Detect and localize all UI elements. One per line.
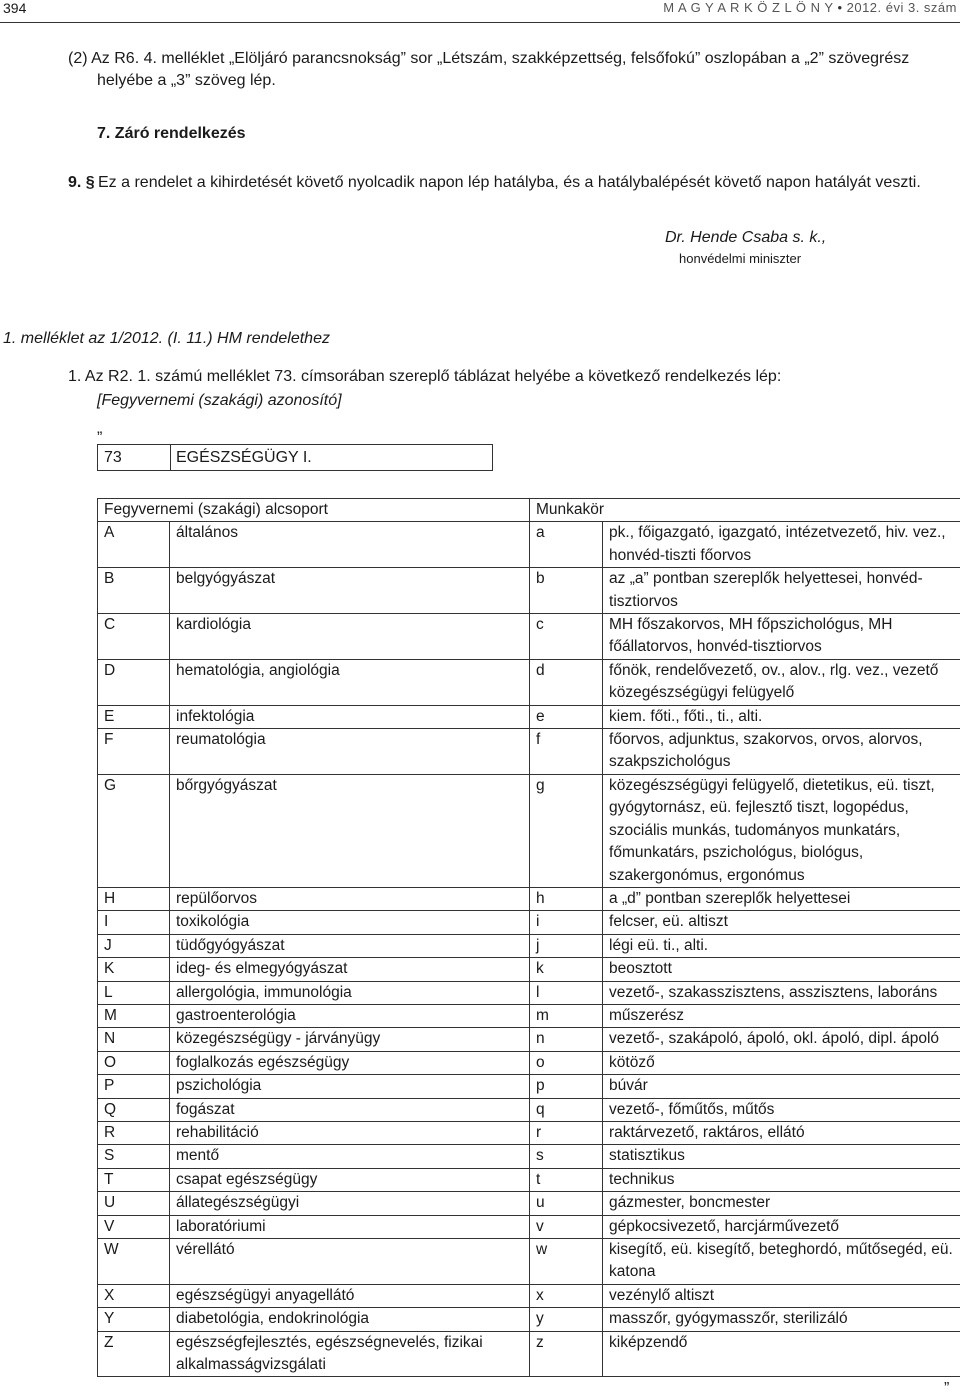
subgroup-code: Y: [98, 1308, 170, 1331]
table-row: [98, 958, 960, 981]
table-row: [98, 705, 960, 728]
subgroup-code: E: [98, 705, 170, 728]
position-code: v: [530, 1215, 603, 1238]
position-name: raktárvezető, raktáros, ellátó: [603, 1121, 960, 1144]
subgroup-name: tüdőgyógyászat: [170, 934, 530, 957]
subgroup-name: csapat egészségügy: [170, 1168, 530, 1191]
subgroup-name: diabetológia, endokrinológia: [170, 1308, 530, 1331]
page-header: [0, 0, 960, 22]
position-code: f: [530, 729, 603, 775]
subgroup-name: kardiológia: [170, 614, 530, 660]
table-row: [98, 1284, 960, 1307]
section-7-heading: 7. Záró rendelkezés: [97, 125, 246, 142]
position-code: w: [530, 1239, 603, 1285]
subgroup-name: általános: [170, 522, 530, 568]
position-code: h: [530, 887, 603, 910]
table-row: [98, 659, 960, 705]
position-name: kiem. főti., főti., ti., alti.: [603, 705, 960, 728]
position-name: az „a” pontban szereplők helyettesei, honvéd-tisztiorvos: [603, 568, 960, 614]
table-row: [98, 1215, 960, 1238]
table-row: [98, 1004, 960, 1027]
paragraph-2-line2: helyébe a „3” szöveg lép.: [97, 72, 276, 89]
position-code: x: [530, 1284, 603, 1307]
subgroup-name: fogászat: [170, 1098, 530, 1121]
code-box-name: EGÉSZSÉGÜGY I.: [176, 449, 312, 466]
signature-title: honvédelmi miniszter: [679, 251, 802, 266]
subgroup-table: [97, 498, 960, 1377]
subgroup-code: A: [98, 522, 170, 568]
annex-subheading: [Fegyvernemi (szakági) azonosító]: [97, 392, 342, 409]
position-code: q: [530, 1098, 603, 1121]
subgroup-code: F: [98, 729, 170, 775]
section-9: [68, 172, 95, 194]
table-row: [98, 774, 960, 887]
position-name: vezető-, főműtős, műtős: [603, 1098, 960, 1121]
subgroup-code: B: [98, 568, 170, 614]
code-box-number: 73: [104, 449, 122, 466]
position-code: b: [530, 568, 603, 614]
section-sign: §: [85, 174, 95, 191]
subgroup-name: laboratóriumi: [170, 1215, 530, 1238]
subgroup-code: S: [98, 1145, 170, 1168]
subgroup-code: K: [98, 958, 170, 981]
subgroup-code: R: [98, 1121, 170, 1144]
subgroup-name: hematológia, angiológia: [170, 659, 530, 705]
table-row: [98, 934, 960, 957]
table-row: [98, 1192, 960, 1215]
position-name: vezető-, szakápoló, ápoló, okl. ápoló, dipl. ápoló: [603, 1028, 960, 1051]
subgroup-code: H: [98, 887, 170, 910]
subgroup-code: G: [98, 774, 170, 887]
position-code: z: [530, 1331, 603, 1377]
subgroup-code: O: [98, 1051, 170, 1074]
position-code: i: [530, 911, 603, 934]
table-row: [98, 729, 960, 775]
position-name: főnök, rendelővezető, ov., alov., rlg. vez., vezető közegészségügyi felügyelő: [603, 659, 960, 705]
position-name: statisztikus: [603, 1145, 960, 1168]
subgroup-code: T: [98, 1168, 170, 1191]
subgroup-name: reumatológia: [170, 729, 530, 775]
subgroup-code: L: [98, 981, 170, 1004]
col2-header: Munkakör: [530, 499, 960, 522]
position-code: u: [530, 1192, 603, 1215]
subgroup-code: M: [98, 1004, 170, 1027]
table-row: [98, 981, 960, 1004]
position-code: g: [530, 774, 603, 887]
code-box: [97, 444, 493, 471]
signature-name: Dr. Hende Csaba s. k.,: [665, 229, 827, 246]
table-row: [98, 614, 960, 660]
subgroup-code: Q: [98, 1098, 170, 1121]
subgroup-code: N: [98, 1028, 170, 1051]
position-code: d: [530, 659, 603, 705]
page-number: 394: [3, 0, 27, 16]
table-row: [98, 1308, 960, 1331]
position-name: a „d” pontban szereplők helyettesei: [603, 887, 960, 910]
close-quote: ”: [944, 1380, 950, 1397]
subgroup-code: Z: [98, 1331, 170, 1377]
position-name: felcser, eü. altiszt: [603, 911, 960, 934]
subgroup-code: U: [98, 1192, 170, 1215]
table-row: [98, 1168, 960, 1191]
subgroup-code: C: [98, 614, 170, 660]
position-name: beosztott: [603, 958, 960, 981]
subgroup-code: D: [98, 659, 170, 705]
open-quote: „: [97, 420, 103, 437]
position-name: műszerész: [603, 1004, 960, 1027]
subgroup-name: bőrgyógyászat: [170, 774, 530, 887]
paragraph-2-line1: (2) Az R6. 4. melléklet „Elöljáró parancsnokság” sor „Létszám, szakképzettség, felsőfokú” oszlopában a „2” szövegrész: [68, 50, 910, 67]
table-row: [98, 522, 960, 568]
position-code: n: [530, 1028, 603, 1051]
position-code: y: [530, 1308, 603, 1331]
subgroup-name: infektológia: [170, 705, 530, 728]
subgroup-name: állategészségügyi: [170, 1192, 530, 1215]
position-name: technikus: [603, 1168, 960, 1191]
subgroup-name: pszichológia: [170, 1075, 530, 1098]
table-row: [98, 1051, 960, 1074]
position-code: t: [530, 1168, 603, 1191]
position-code: s: [530, 1145, 603, 1168]
header-rule: [0, 22, 960, 23]
position-code: l: [530, 981, 603, 1004]
position-name: kiképzendő: [603, 1331, 960, 1377]
annex-title: 1. melléklet az 1/2012. (I. 11.) HM rendelethez: [3, 330, 330, 347]
annex-item: 1. Az R2. 1. számú melléklet 73. címsorában szereplő táblázat helyébe a következő rendelkezés lép:: [68, 368, 782, 385]
table-row: [98, 1121, 960, 1144]
table-row: [98, 887, 960, 910]
subgroup-name: repülőorvos: [170, 887, 530, 910]
subgroup-name: gastroenterológia: [170, 1004, 530, 1027]
position-code: j: [530, 934, 603, 957]
table-row: [98, 568, 960, 614]
subgroup-name: foglalkozás egészségügy: [170, 1051, 530, 1074]
position-name: kötöző: [603, 1051, 960, 1074]
table-row: [98, 1331, 960, 1377]
position-name: közegészségügyi felügyelő, dietetikus, eü. tiszt, gyógytornász, eü. fejlesztő tiszt, logopédus, szociális munkás, tudományos munkatárs, főmunkatárs, pszichológus, biológus, szakergonómus, ergonómus: [603, 774, 960, 887]
subgroup-name: egészségügyi anyagellátó: [170, 1284, 530, 1307]
position-name: vezénylő altiszt: [603, 1284, 960, 1307]
subgroup-code: P: [98, 1075, 170, 1098]
section-9-text: Ez a rendelet a kihirdetését követő nyolcadik napon lép hatályba, és a hatálybalépését követő napon hatályát veszti.: [98, 174, 921, 191]
position-name: gépkocsivezető, harcjárművezető: [603, 1215, 960, 1238]
journal-info: [663, 0, 957, 15]
subgroup-name: allergológia, immunológia: [170, 981, 530, 1004]
subgroup-code: V: [98, 1215, 170, 1238]
subgroup-name: vérellátó: [170, 1239, 530, 1285]
position-name: búvár: [603, 1075, 960, 1098]
subgroup-name: mentő: [170, 1145, 530, 1168]
table-row: [98, 911, 960, 934]
position-name: masszőr, gyógymasszőr, sterilizáló: [603, 1308, 960, 1331]
table-row: [98, 1145, 960, 1168]
position-name: MH főszakorvos, MH főpszichológus, MH főállatorvos, honvéd-tisztiorvos: [603, 614, 960, 660]
position-name: gázmester, boncmester: [603, 1192, 960, 1215]
position-code: c: [530, 614, 603, 660]
subgroup-name: rehabilitáció: [170, 1121, 530, 1144]
section-9-number: 9.: [68, 174, 82, 191]
subgroup-code: X: [98, 1284, 170, 1307]
table-row: [98, 1098, 960, 1121]
journal-name: M A G Y A R K Ö Z L Ö N Y: [663, 0, 834, 15]
subgroup-code: I: [98, 911, 170, 934]
table-row: [98, 1075, 960, 1098]
position-code: o: [530, 1051, 603, 1074]
position-code: k: [530, 958, 603, 981]
subgroup-name: ideg- és elmegyógyászat: [170, 958, 530, 981]
subgroup-name: közegészségügy - járványügy: [170, 1028, 530, 1051]
position-name: pk., főigazgató, igazgató, intézetvezető, hiv. vez., honvéd-tiszti főorvos: [603, 522, 960, 568]
table-row: [98, 1028, 960, 1051]
subgroup-name: belgyógyászat: [170, 568, 530, 614]
position-code: a: [530, 522, 603, 568]
position-name: főorvos, adjunktus, szakorvos, orvos, alorvos, szakpszichológus: [603, 729, 960, 775]
position-code: r: [530, 1121, 603, 1144]
subgroup-name: egészségfejlesztés, egészségnevelés, fizikai alkalmasságvizsgálati: [170, 1331, 530, 1377]
position-code: e: [530, 705, 603, 728]
table-header-row: [98, 499, 960, 522]
position-code: m: [530, 1004, 603, 1027]
table-row: [98, 1239, 960, 1285]
code-box-divider: [170, 445, 171, 470]
issue-label: 2012. évi 3. szám: [846, 0, 957, 15]
position-code: p: [530, 1075, 603, 1098]
subgroup-code: J: [98, 934, 170, 957]
bullet-icon: •: [837, 0, 847, 15]
position-name: légi eü. ti., alti.: [603, 934, 960, 957]
position-name: kisegítő, eü. kisegítő, beteghordó, műtősegéd, eü. katona: [603, 1239, 960, 1285]
position-name: vezető-, szakasszisztens, asszisztens, laboráns: [603, 981, 960, 1004]
subgroup-name: toxikológia: [170, 911, 530, 934]
subgroup-code: W: [98, 1239, 170, 1285]
col1-header: Fegyvernemi (szakági) alcsoport: [98, 499, 530, 522]
